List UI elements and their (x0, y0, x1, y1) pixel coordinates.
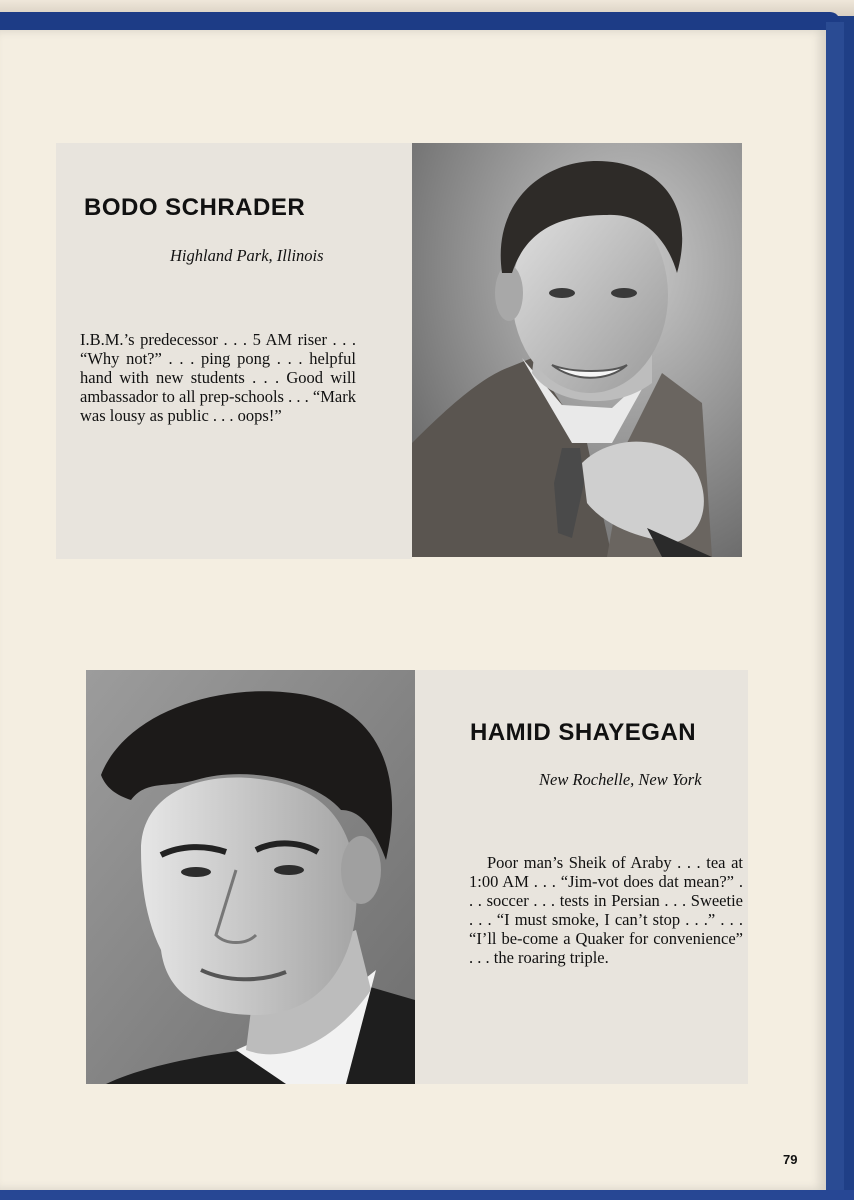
entry-1-portrait-photo (412, 143, 742, 557)
entry-2-portrait-photo (86, 670, 415, 1084)
entry-1-hometown: Highland Park, Illinois (170, 246, 324, 265)
entry-1-name: BODO SCHRADER (84, 194, 306, 221)
entry-2-name: HAMID SHAYEGAN (470, 719, 697, 746)
entry-2-blurb: Poor man’s Sheik of Araby . . . tea at 1:00 AM . . . “Jim-vot does dat mean?” . . . soccer . . . tests in Persian . . . Sweetie . . . “I must smoke, I can’t stop . . .” . . . “I’ll be-come a Quaker for convenience” . . . the roaring triple. (469, 853, 743, 967)
yearbook-page (0, 30, 826, 1190)
book-cover-bottom-edge (0, 1190, 854, 1200)
page-number: 79 (783, 1152, 798, 1167)
book-cover-right-edge (826, 22, 844, 1192)
entry-2-hometown: New Rochelle, New York (539, 770, 702, 789)
entry-1-blurb: I.B.M.’s predecessor . . . 5 AM riser . . . “Why not?” . . . ping pong . . . helpful hand with new students . . . Good will ambassador to all prep-schools . . . “Mark was lousy as public . . . oops!” (80, 330, 356, 425)
